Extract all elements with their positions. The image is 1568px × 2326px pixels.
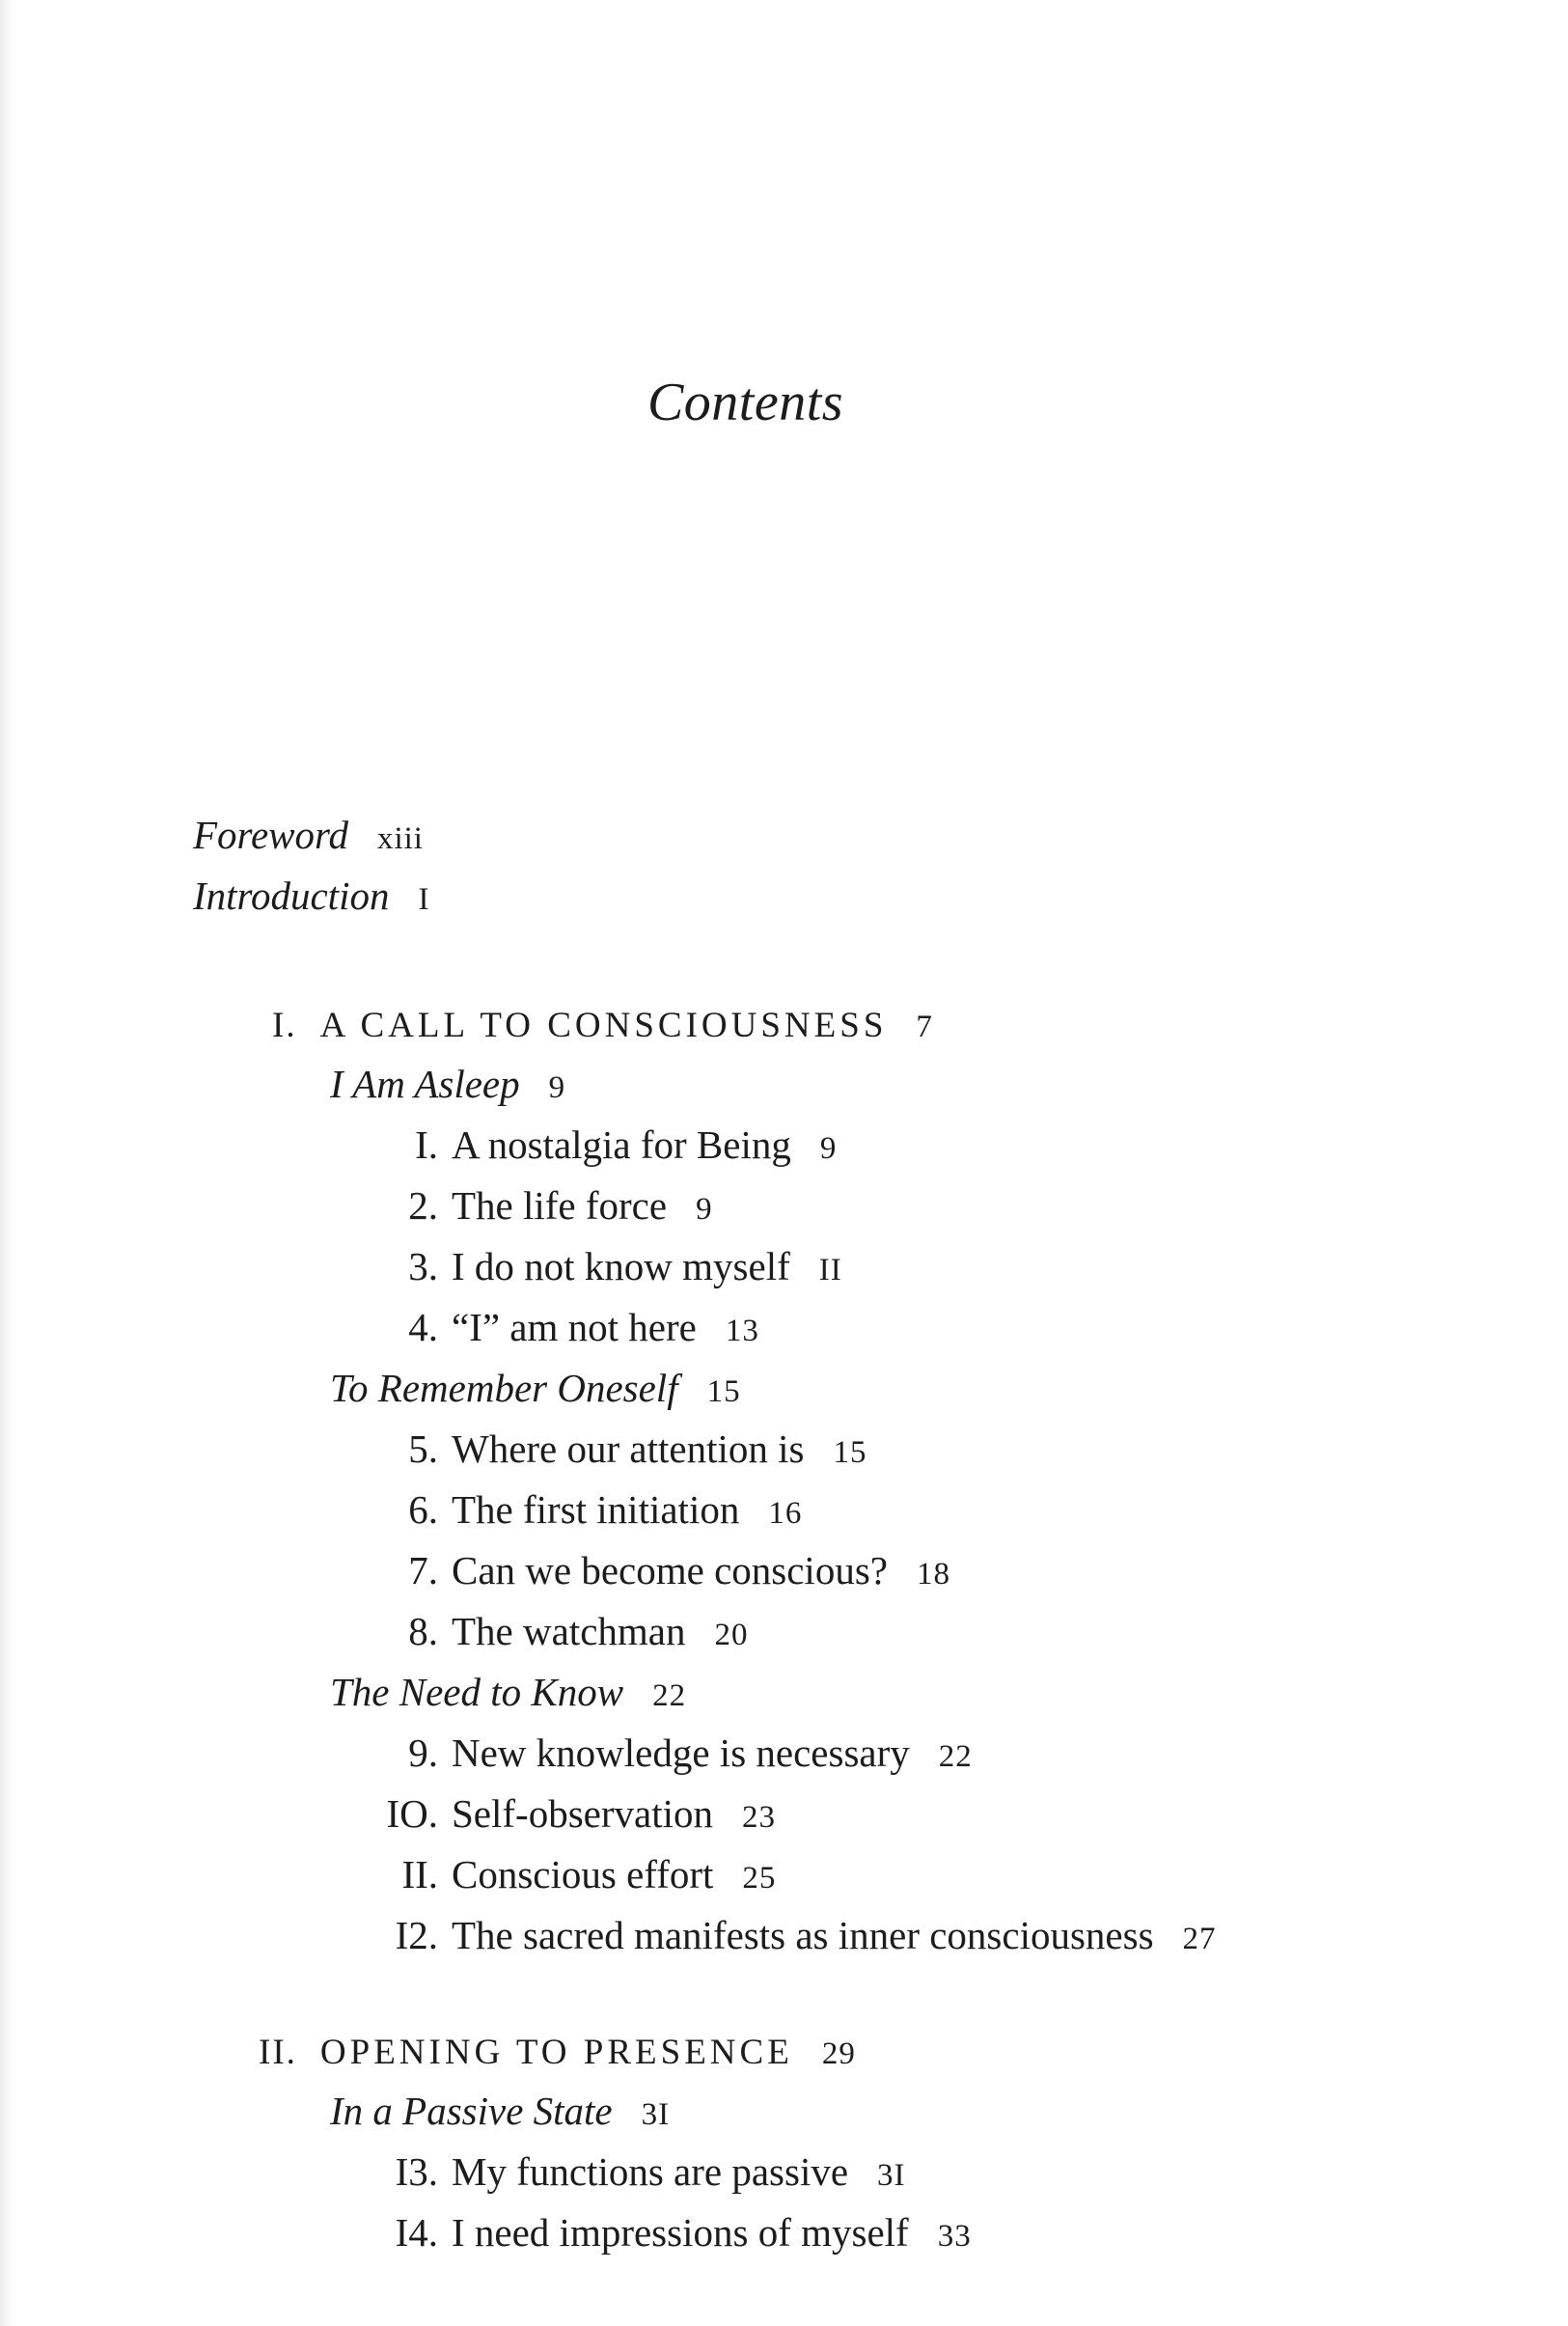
chapter-title: My functions are passive (452, 2149, 849, 2194)
chapter-title: New knowledge is necessary (452, 1731, 910, 1775)
toc-section-i-am-asleep[interactable] (330, 1062, 566, 1106)
page-number: 3I (641, 2097, 671, 2132)
page-number: 9 (548, 1070, 566, 1105)
section-title: To Remember Oneself (330, 1366, 678, 1410)
toc-chapter-7[interactable] (374, 1548, 950, 1592)
chapter-number: 9. (408, 1731, 438, 1775)
page-number: 9 (696, 1192, 713, 1227)
toc-part-2[interactable] (259, 2031, 856, 2070)
chapter-title: A nostalgia for Being (452, 1122, 791, 1167)
chapter-title: The watchman (452, 1609, 686, 1653)
section-title: I Am Asleep (330, 1062, 520, 1106)
page-number: 22 (652, 1678, 687, 1713)
chapter-number: I2. (395, 1913, 438, 1957)
page-number: 16 (768, 1496, 803, 1531)
chapter-title: The first initiation (452, 1487, 740, 1532)
page-number: 23 (741, 1800, 776, 1835)
page-number: 3I (877, 2158, 906, 2193)
part-title: A CALL TO CONSCIOUSNESS (319, 1006, 888, 1045)
chapter-title: I need impressions of myself (452, 2210, 909, 2255)
page-number: I (418, 882, 430, 917)
toc-chapter-14[interactable] (374, 2210, 972, 2255)
page-number: 15 (833, 1435, 867, 1470)
chapter-title: Where our attention is (452, 1426, 805, 1471)
section-title: The Need to Know (330, 1670, 624, 1714)
chapter-title: “I” am not here (452, 1305, 697, 1349)
toc-chapter-3[interactable] (374, 1244, 842, 1288)
toc-entry-introduction[interactable] (193, 873, 430, 918)
toc-section-in-a-passive-state[interactable] (330, 2091, 670, 2131)
chapter-number: 5. (408, 1426, 438, 1471)
chapter-number: I. (415, 1122, 438, 1167)
page-number: 18 (916, 1557, 950, 1592)
toc-chapter-10[interactable] (374, 1791, 776, 1836)
part-numeral: I. (272, 1006, 297, 1045)
chapter-title: I do not know myself (452, 1244, 790, 1288)
chapter-title: Can we become conscious? (452, 1548, 888, 1592)
chapter-number: IO. (386, 1791, 438, 1836)
chapter-number: 6. (408, 1487, 438, 1532)
part-title: OPENING TO PRESENCE (319, 2033, 793, 2072)
chapter-title: Conscious effort (452, 1852, 714, 1897)
page-number: 27 (1182, 1922, 1217, 1956)
toc-chapter-8[interactable] (374, 1609, 749, 1653)
toc-chapter-2[interactable] (374, 1183, 713, 1228)
chapter-title: The sacred manifests as inner consciousness (452, 1913, 1154, 1957)
entry-title: Foreword (193, 813, 348, 857)
chapter-title: Self-observation (452, 1791, 713, 1836)
toc-chapter-4[interactable] (374, 1305, 759, 1349)
toc-chapter-11[interactable] (374, 1852, 777, 1897)
chapter-title: The life force (452, 1183, 668, 1228)
toc-chapter-13[interactable] (374, 2149, 906, 2194)
page-number: 7 (916, 1010, 933, 1044)
page-number: 15 (706, 1374, 741, 1409)
part-numeral: II. (259, 2033, 297, 2072)
toc-part-1[interactable] (272, 1004, 933, 1043)
toc-chapter-6[interactable] (374, 1487, 803, 1532)
chapter-number: I3. (395, 2149, 438, 2194)
toc-entry-foreword[interactable] (193, 813, 424, 857)
section-title: In a Passive State (330, 2089, 613, 2133)
page-number: 20 (714, 1618, 749, 1652)
chapter-number: 3. (408, 1244, 438, 1288)
toc-section-the-need-to-know[interactable] (330, 1670, 687, 1714)
toc-chapter-12[interactable] (374, 1913, 1217, 1957)
page-number: 9 (819, 1131, 838, 1166)
chapter-number: 7. (408, 1548, 438, 1592)
page-number: xiii (376, 821, 424, 856)
entry-title: Introduction (193, 873, 390, 918)
page-title: Contents (646, 373, 844, 432)
toc-section-to-remember-oneself[interactable] (330, 1366, 741, 1410)
chapter-number: 8. (408, 1609, 438, 1653)
page-number: 33 (937, 2219, 972, 2254)
chapter-number: 4. (408, 1305, 438, 1349)
chapter-number: 2. (408, 1183, 438, 1228)
page-number: 29 (821, 2036, 856, 2071)
chapter-number: I4. (395, 2210, 438, 2255)
page-edge-shadow (0, 0, 14, 2326)
page-number: 13 (725, 1314, 759, 1348)
page-number: 25 (742, 1861, 777, 1896)
chapter-number: II. (401, 1852, 438, 1897)
page-number: 22 (938, 1739, 973, 1774)
toc-chapter-9[interactable] (374, 1733, 973, 1773)
toc-chapter-1[interactable] (374, 1122, 838, 1167)
page-number: II (818, 1253, 842, 1288)
toc-chapter-5[interactable] (374, 1426, 867, 1471)
